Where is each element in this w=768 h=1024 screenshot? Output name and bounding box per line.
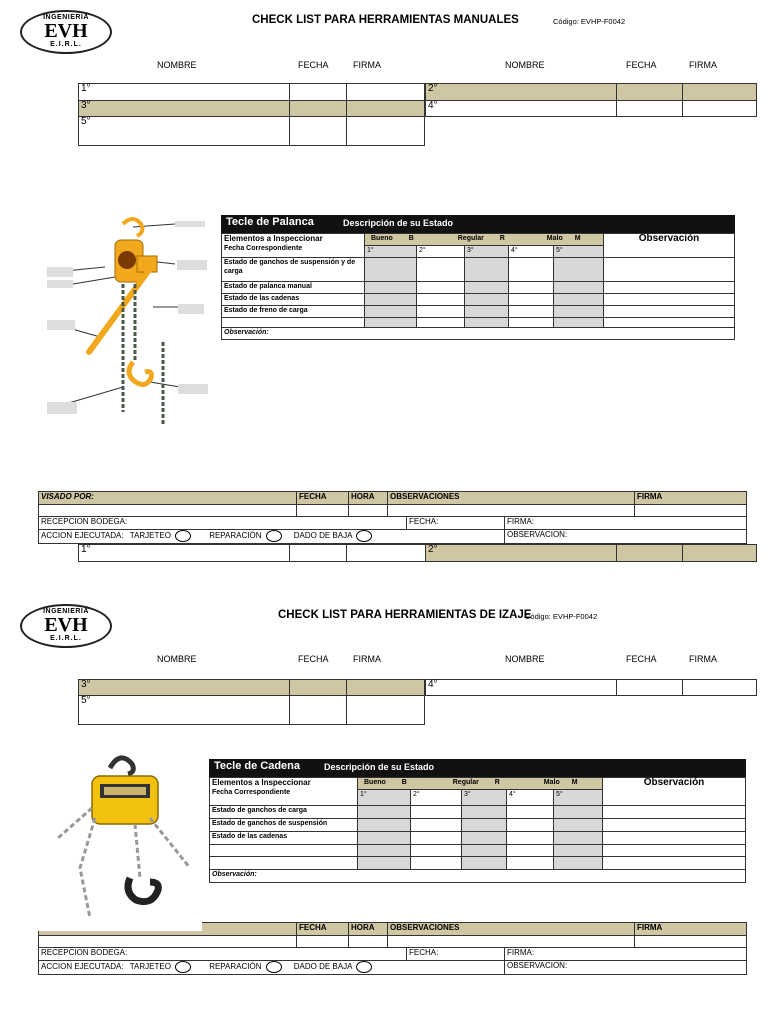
header-fecha-left: FECHA [298, 60, 329, 70]
sig-cell-name[interactable] [79, 117, 290, 146]
header-firma-right: FIRMA [689, 654, 717, 664]
check-cell[interactable] [417, 294, 465, 306]
sig-cell-date[interactable] [617, 84, 683, 101]
day-col-3 [465, 246, 509, 258]
accion-label: ACCION EJECUTADA: [41, 962, 124, 972]
sig-cell-name[interactable] [426, 101, 617, 117]
row-label: 3° [81, 100, 91, 111]
sig-cell-name[interactable] [79, 680, 290, 696]
form-code-2: Código: EVHP-F0042 [525, 612, 598, 621]
header-firma-right: FIRMA [689, 60, 717, 70]
hora-header [349, 923, 388, 936]
hora-label: HORA [351, 492, 375, 501]
day-col-4 [507, 790, 554, 806]
check-cell[interactable] [554, 306, 604, 318]
check-cell[interactable] [507, 819, 554, 832]
recepcion-fecha-cell[interactable] [407, 948, 505, 961]
recepcion-fecha-label: FECHA: [409, 948, 439, 957]
check-cell[interactable] [465, 282, 509, 294]
check-cell[interactable] [465, 294, 509, 306]
row-label: 1° [81, 83, 91, 94]
check-cell[interactable] [462, 845, 507, 857]
check-cell[interactable] [365, 258, 417, 282]
fecha-cell[interactable] [297, 936, 349, 948]
observaciones-label: OBSERVACIONES [390, 492, 460, 501]
check-cell[interactable] [365, 318, 417, 328]
sig-cell-date[interactable] [617, 101, 683, 117]
logo-text-bottom: E.I.R.L. [50, 635, 82, 642]
check-cell[interactable] [465, 318, 509, 328]
cadena-title: Tecle de Cadena [214, 760, 300, 772]
sig-cell-sign[interactable] [683, 545, 757, 562]
visado-table-1 [38, 491, 747, 517]
elements-label: Elementos a Inspeccionar [212, 778, 311, 787]
check-cell[interactable] [554, 845, 603, 857]
check-cell[interactable] [358, 832, 411, 845]
recepcion-firma-cell[interactable] [505, 948, 747, 961]
check-cell[interactable] [417, 258, 465, 282]
sig-cell-sign[interactable] [347, 696, 425, 725]
observaciones-cell[interactable] [388, 505, 635, 517]
observacion-label: Observación [643, 777, 705, 788]
header-fecha-left: FECHA [298, 654, 329, 664]
palanca-title: Tecle de Palanca [226, 216, 314, 228]
sig-cell-name[interactable] [426, 545, 617, 562]
fecha-cell[interactable] [297, 505, 349, 517]
fecha-header [297, 923, 349, 936]
day-col-5 [554, 246, 604, 258]
firma-header [635, 492, 747, 505]
observation-footer-label: Observación: [224, 329, 269, 336]
observaciones-header [388, 923, 635, 936]
row-label: 3° [81, 679, 91, 690]
header-nombre-left: NOMBRE [157, 60, 197, 70]
check-cell[interactable] [358, 819, 411, 832]
check-cell[interactable] [507, 806, 554, 819]
fecha-header [297, 492, 349, 505]
observaciones-cell[interactable] [388, 936, 635, 948]
header-nombre-right: NOMBRE [505, 654, 545, 664]
sig-cell-date[interactable] [290, 545, 347, 562]
observation-cell[interactable] [604, 318, 735, 328]
sig-cell-name[interactable] [79, 696, 290, 725]
rating-bueno: Bueno [364, 779, 386, 786]
row-label: 5° [81, 695, 91, 706]
day-label: 4° [509, 791, 516, 798]
recepcion-firma-label: FIRMA: [507, 948, 535, 957]
check-cell[interactable] [358, 845, 411, 857]
header-firma-left: FIRMA [353, 654, 381, 664]
recepcion-label: RECEPCION BODEGA: [41, 517, 128, 526]
sig-cell-sign[interactable] [347, 545, 426, 562]
recepcion-cell[interactable] [39, 517, 407, 530]
item-row-label: Estado de ganchos de carga [210, 806, 358, 819]
rating-regular: Regular [452, 779, 479, 786]
day-label: 5° [556, 791, 563, 798]
chain-hoist-image-overlap [38, 922, 202, 931]
sig-cell-sign[interactable] [683, 680, 757, 696]
header-nombre-right: NOMBRE [505, 60, 545, 70]
palanca-rating-scale [365, 234, 604, 246]
cadena-title-bar [209, 759, 746, 777]
day-col-5 [554, 790, 603, 806]
day-col-2 [411, 790, 462, 806]
check-cell[interactable] [554, 258, 604, 282]
chain-hoist-image [50, 748, 202, 928]
tarjeteo-radio[interactable] [175, 530, 191, 542]
check-cell[interactable] [358, 806, 411, 819]
fecha-label: FECHA [299, 492, 327, 501]
sig-cell-name[interactable] [79, 84, 290, 101]
rating-malo: Malo [546, 235, 563, 242]
rating-r: R [494, 779, 500, 786]
elements-label: Elementos a Inspeccionar [224, 234, 323, 243]
rating-b: B [408, 235, 414, 242]
check-cell[interactable] [411, 806, 462, 819]
observation-cell[interactable] [604, 306, 735, 318]
firma-label: FIRMA [637, 923, 663, 932]
check-cell[interactable] [507, 832, 554, 845]
row-label: 5° [81, 116, 91, 127]
item-row-label: Estado de palanca manual [222, 282, 365, 294]
sig-cell-name[interactable] [79, 545, 290, 562]
rating-bueno: Bueno [371, 235, 393, 242]
hora-header [349, 492, 388, 505]
signature-table-right [425, 83, 757, 117]
hora-cell[interactable] [349, 505, 388, 517]
day-col-2 [417, 246, 465, 258]
rating-regular: Regular [457, 235, 484, 242]
rating-b: B [401, 779, 407, 786]
palanca-subtitle: Descripción de su Estado [343, 218, 454, 228]
day-label: 5° [556, 247, 563, 254]
rating-m: M [574, 235, 581, 242]
cadena-subtitle: Descripción de su Estado [324, 762, 435, 772]
palanca-observation-footer[interactable] [222, 328, 735, 340]
accion-label: ACCION EJECUTADA: [41, 531, 124, 541]
observacion-label: OBSERVACION: [507, 530, 568, 539]
visado-label: VISADO POR: [41, 492, 94, 501]
check-cell[interactable] [462, 857, 507, 870]
day-col-4 [509, 246, 554, 258]
form-code: Código: EVHP-F0042 [553, 17, 626, 26]
sig-cell-date[interactable] [290, 84, 347, 101]
day-label: 3° [464, 791, 471, 798]
visado-cell[interactable] [39, 505, 297, 517]
sig-cell-sign[interactable] [347, 680, 425, 696]
fecha-correspondiente-label: Fecha Correspondiente [224, 245, 303, 252]
lever-hoist-image [45, 212, 215, 430]
reparacion-radio[interactable] [266, 530, 282, 542]
day-label: 2° [413, 791, 420, 798]
recepcion-fecha-label: FECHA: [409, 517, 439, 526]
cadena-observation-header [603, 778, 746, 806]
sig-cell-name[interactable] [79, 101, 290, 117]
row-label: 4° [428, 100, 438, 111]
item-row-label: Estado de las cadenas [222, 294, 365, 306]
sig-cell-sign[interactable] [683, 101, 757, 117]
row-label: 1° [81, 544, 91, 555]
sig-cell-date[interactable] [290, 696, 347, 725]
check-cell[interactable] [554, 819, 603, 832]
item-row-label: Estado de las cadenas [210, 832, 358, 845]
observation-cell[interactable] [603, 806, 746, 819]
visado-cell[interactable] [39, 936, 297, 948]
check-cell[interactable] [462, 806, 507, 819]
check-cell[interactable] [509, 306, 554, 318]
recepcion-cell[interactable] [39, 948, 407, 961]
signature-table-left [78, 83, 425, 146]
observation-cell[interactable] [603, 832, 746, 845]
check-cell[interactable] [509, 318, 554, 328]
firma-cell[interactable] [635, 936, 747, 948]
check-cell[interactable] [554, 294, 604, 306]
day-col-3 [462, 790, 507, 806]
logo-text-main: EVH [44, 614, 88, 636]
check-cell[interactable] [509, 258, 554, 282]
check-cell[interactable] [417, 306, 465, 318]
recepcion-label: RECEPCION BODEGA: [41, 948, 128, 957]
tarjeteo-label: TARJETEO [129, 962, 171, 972]
observacion-cell[interactable] [505, 961, 747, 975]
firma-cell[interactable] [635, 505, 747, 517]
day-col-1 [365, 246, 417, 258]
observation-cell[interactable] [604, 282, 735, 294]
recepcion-firma-cell[interactable] [505, 517, 747, 530]
accion-cell [39, 530, 505, 544]
baja-radio[interactable] [356, 530, 372, 542]
observation-cell[interactable] [603, 845, 746, 857]
reparacion-radio[interactable] [266, 961, 282, 973]
check-cell[interactable] [554, 857, 603, 870]
observation-cell[interactable] [603, 857, 746, 870]
sig-cell-sign[interactable] [347, 84, 425, 101]
hora-cell[interactable] [349, 936, 388, 948]
company-logo-2 [20, 604, 112, 648]
sig-cell-date[interactable] [290, 117, 347, 146]
observacion-label: Observación [638, 233, 700, 244]
sig-cell-date[interactable] [617, 545, 683, 562]
check-cell[interactable] [411, 845, 462, 857]
baja-label: DADO DE BAJA [293, 962, 353, 972]
logo-text-main: EVH [44, 20, 88, 42]
row-label: 2° [428, 83, 438, 94]
palanca-title-bar [221, 215, 735, 233]
check-cell[interactable] [554, 282, 604, 294]
header-fecha-right: FECHA [626, 654, 657, 664]
reparacion-label: REPARACIÓN [209, 962, 262, 972]
item-row-label [210, 857, 358, 870]
check-cell[interactable] [411, 832, 462, 845]
check-cell[interactable] [411, 819, 462, 832]
header-nombre-left: NOMBRE [157, 654, 197, 664]
check-cell[interactable] [462, 832, 507, 845]
tarjeteo-label: TARJETEO [129, 531, 171, 541]
check-cell[interactable] [417, 318, 465, 328]
recepcion-firma-label: FIRMA: [507, 517, 535, 526]
tarjeteo-radio[interactable] [175, 961, 191, 973]
check-cell[interactable] [509, 294, 554, 306]
rating-m: M [571, 779, 578, 786]
reparacion-label: REPARACIÓN [209, 531, 262, 541]
recepcion-table-2 [38, 947, 747, 975]
logo-text-bottom: E.I.R.L. [50, 41, 82, 48]
header-fecha-right: FECHA [626, 60, 657, 70]
recepcion-table-1 [38, 516, 747, 544]
observacion-cell[interactable] [505, 530, 747, 544]
header-firma-left: FIRMA [353, 60, 381, 70]
signature-table-left-2 [78, 679, 425, 725]
rating-r: R [499, 235, 505, 242]
observaciones-label: OBSERVACIONES [390, 923, 460, 932]
check-cell[interactable] [365, 282, 417, 294]
sig-cell-date[interactable] [290, 101, 347, 117]
signature-row-overlap [78, 544, 757, 562]
rating-malo: Malo [543, 779, 560, 786]
palanca-observation-header [604, 234, 735, 258]
check-cell[interactable] [462, 819, 507, 832]
logo-text-top: INGENIERIA [43, 14, 89, 21]
check-cell[interactable] [509, 282, 554, 294]
baja-radio[interactable] [356, 961, 372, 973]
signature-table-right-2 [425, 679, 757, 696]
cadena-elements-header [210, 778, 358, 806]
sig-cell-date[interactable] [290, 680, 347, 696]
cadena-inspection-table [209, 777, 746, 883]
palanca-inspection-table [221, 233, 735, 340]
company-logo [20, 10, 112, 54]
check-cell[interactable] [411, 857, 462, 870]
palanca-elements-header [222, 234, 365, 258]
check-cell[interactable] [417, 282, 465, 294]
firma-header [635, 923, 747, 936]
observacion-label: OBSERVACION: [507, 961, 568, 970]
observation-cell[interactable] [604, 258, 735, 282]
item-row-label [222, 318, 365, 328]
check-cell[interactable] [465, 306, 509, 318]
check-cell[interactable] [365, 306, 417, 318]
day-label: 4° [511, 247, 518, 254]
check-cell[interactable] [554, 832, 603, 845]
item-row-label [210, 845, 358, 857]
sig-cell-sign[interactable] [347, 101, 425, 117]
day-col-1 [358, 790, 411, 806]
baja-label: DADO DE BAJA [293, 531, 353, 541]
observation-footer-label: Observación: [212, 871, 257, 878]
hora-label: HORA [351, 923, 375, 932]
observation-cell[interactable] [604, 294, 735, 306]
check-cell[interactable] [554, 318, 604, 328]
check-cell[interactable] [358, 857, 411, 870]
visado-header [39, 492, 297, 505]
sig-cell-name[interactable] [426, 84, 617, 101]
check-cell[interactable] [554, 806, 603, 819]
row-label: 4° [428, 679, 438, 690]
day-label: 3° [467, 247, 474, 254]
day-label: 2° [419, 247, 426, 254]
item-row-label: Estado de ganchos de suspensión y de carga [222, 258, 365, 282]
sig-cell-sign[interactable] [683, 84, 757, 101]
check-cell[interactable] [507, 857, 554, 870]
observation-cell[interactable] [603, 819, 746, 832]
observaciones-header [388, 492, 635, 505]
cadena-observation-footer[interactable] [210, 870, 746, 883]
day-label: 1° [360, 791, 367, 798]
page-title-2: CHECK LIST PARA HERRAMIENTAS DE IZAJE [278, 609, 532, 621]
row-label: 2° [428, 544, 438, 555]
cadena-rating-scale [358, 778, 603, 790]
recepcion-fecha-cell[interactable] [407, 517, 505, 530]
fecha-correspondiente-label: Fecha Correspondiente [212, 789, 291, 796]
check-cell[interactable] [365, 294, 417, 306]
page-title: CHECK LIST PARA HERRAMIENTAS MANUALES [252, 14, 519, 26]
check-cell[interactable] [465, 258, 509, 282]
day-label: 1° [367, 247, 374, 254]
fecha-label: FECHA [299, 923, 327, 932]
accion-cell [39, 961, 505, 975]
firma-label: FIRMA [637, 492, 663, 501]
item-row-label: Estado de ganchos de suspensión [210, 819, 358, 832]
check-cell[interactable] [507, 845, 554, 857]
sig-cell-date[interactable] [617, 680, 683, 696]
sig-cell-name[interactable] [426, 680, 617, 696]
item-row-label: Estado de freno de carga [222, 306, 365, 318]
logo-text-top: INGENIERIA [43, 608, 89, 615]
sig-cell-sign[interactable] [347, 117, 425, 146]
